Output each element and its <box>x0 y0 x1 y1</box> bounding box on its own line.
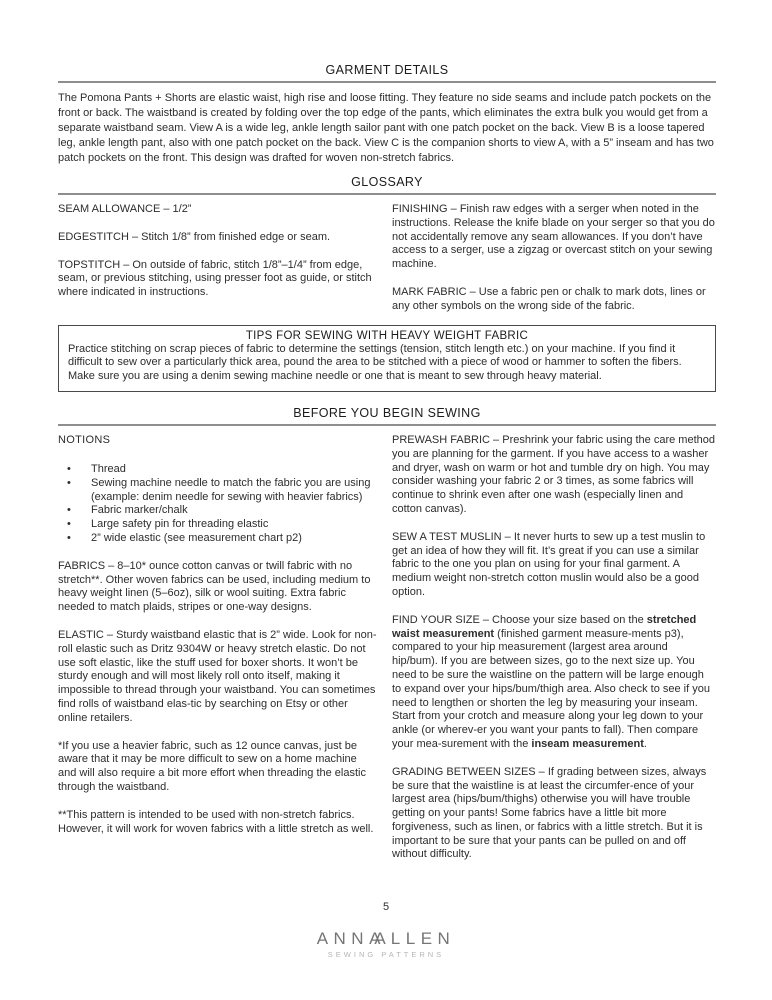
list-item: • Thread <box>58 463 378 477</box>
find-size-paragraph <box>392 614 716 752</box>
before-you-begin-columns <box>58 434 716 862</box>
section-glossary <box>58 175 716 314</box>
glossary-right-column <box>392 203 716 314</box>
logo-text-right: LLEN <box>390 929 456 948</box>
glossary-entry-finishing: FINISHING – Finish raw edges with a serger when noted in the instructions. Release the knife blade on your serger so that you do not accidentally remove any seam allowances. If you don’t have access to a serger, use a zigzag or overcast stitch on your sewing machine. <box>392 203 715 271</box>
non-stretch-note: **This pattern is intended to be used with non-stretch fabrics. However, it will work for woven fabrics with a little stretch as well. <box>58 808 374 835</box>
glossary-entry-edgestitch: EDGESTITCH – Stitch 1/8” from finished edge or seam. <box>58 230 331 243</box>
find-size-text-3: . <box>643 737 647 750</box>
notions-list <box>58 463 378 546</box>
test-muslin-paragraph: SEW A TEST MUSLIN – It never hurts to sew up a test muslin to get an idea of how they will fit. It’s great if you can use a similar fabric to the one you plan on using for your final garment. A medium weight non-stretch cotton muslin would also be a good option. <box>392 530 706 598</box>
divider <box>58 424 716 426</box>
page-content <box>58 63 716 862</box>
section-before-you-begin <box>58 406 716 862</box>
fabrics-paragraph: FABRICS – 8–10* ounce cotton canvas or twill fabric with no stretch**. Other woven fabrics can be used, including medium to heavy weight linen (5–6oz), silk or wool suiting. Extra fabric needed to match plaids, stripes or one-way designs. <box>58 559 371 614</box>
before-left-column <box>58 434 378 862</box>
prewash-paragraph: PREWASH FABRIC – Preshrink your fabric using the care method you are planning for the garment. If you have access to a washer and dryer, wash on warm or hot and tumble dry on high. You may consider washing your fabric 2 or 3 times, as some fabrics will continue to shrink even after one wash (especially linen and cotton canvas). <box>392 433 715 515</box>
find-size-text-2: (finished garment measure-ments p3), compared to your hip measurement (largest area around hip/bum). If you are between sizes, go to the next size up. You need to be sure the waistline on the pattern will be large enough to expand over your hips/bum/thigh area. Also check to see if you need to lengthen or shorten the leg by measuring your inseam. Start from your crotch and measure along your leg down to your ankle (or wherev-er you want your pants to fall). Then compare your mea-surement with the <box>392 627 710 750</box>
inseam-measurement-bold: inseam measurement <box>531 737 644 750</box>
page-number: 5 <box>382 901 390 913</box>
glossary-left-column <box>58 203 378 314</box>
glossary-title: GLOSSARY <box>351 175 423 189</box>
tips-box <box>58 325 716 392</box>
find-size-text-1: FIND YOUR SIZE – Choose your size based on the <box>392 613 647 626</box>
grading-paragraph: GRADING BETWEEN SIZES – If grading between sizes, always be sure that the waistline is at least the circumfer-ence of your largest area (hips/bum/thighs) otherwise you will have trouble getting on your pants! Some fabrics have a little bit more forgiveness, such as linen, or fabrics with a little stretch. But it is important to be sure that your pants can be pulled on and off without difficulty. <box>392 765 707 861</box>
heavier-fabric-note: *If you use a heavier fabric, such as 12 ounce canvas, just be aware that it may be more difficult to sew on a home machine and will also require a bit more effort when threading the elastic through the waistband. <box>58 739 366 793</box>
logo-text-left: ANN <box>316 929 370 948</box>
brand-logo <box>0 929 772 959</box>
glossary-entry-mark-fabric: MARK FABRIC – Use a fabric pen or chalk to mark dots, lines or any other symbols on the wrong side of the fabric. <box>392 285 706 312</box>
glossary-columns <box>58 203 716 314</box>
list-item: • Fabric marker/chalk <box>58 504 378 518</box>
logo-wordmark <box>0 929 772 949</box>
list-item: • 2” wide elastic (see measurement chart p2) <box>58 532 378 546</box>
divider <box>58 193 716 195</box>
stretched-waist-bold: stretched waist measurement <box>392 613 697 640</box>
tips-title: TIPS FOR SEWING WITH HEAVY WEIGHT FABRIC <box>245 329 529 342</box>
before-you-begin-title: BEFORE YOU BEGIN SEWING <box>293 405 481 420</box>
before-right-column <box>392 434 716 862</box>
elastic-paragraph: ELASTIC – Sturdy waistband elastic that is 2” wide. Look for non-roll elastic such as Dritz 9304W or heavy stretch elastic. Do not use soft elastic, like the stuff used for boxer shorts. It won’t be sturdy enough and will most likely roll onto itself, making it impossible to thread through your waistband. You can sometimes find rolls of waistband elas-tic by searching on Etsy or other online retailers. <box>58 628 377 724</box>
section-garment-details <box>58 63 716 166</box>
garment-details-body: The Pomona Pants + Shorts are elastic waist, high rise and loose fitting. They feature no side seams and include patch pockets on the front or back. The waistband is created by folding over the top edge of the pants, which eliminates the extra bulk you would get from a separate waistband seam. View A is a wide leg, ankle length sailor pant with one patch pocket on the back. View B is a loose tapered leg, ankle length pant, also with one patch pocket on the back. View C is the companion shorts to view A, with a 5” inseam and has two patch pockets on the front. This design was drafted for woven non-stretch fabrics. <box>58 92 714 164</box>
divider <box>58 81 716 83</box>
logo-subtitle: SEWING PATTERNS <box>327 950 445 959</box>
logo-aa-monogram: AA <box>369 929 380 948</box>
list-item: • Sewing machine needle to match the fabric you are using (example: denim needle for sewing with heavier fabrics) <box>58 477 378 505</box>
list-item: • Large safety pin for threading elastic <box>58 518 378 532</box>
glossary-entry-topstitch: TOPSTITCH – On outside of fabric, stitch 1/8”–1/4” from edge, seam, or previous stitching, using presser foot as guide, or stitch where indicated in instructions. <box>58 258 372 299</box>
glossary-entry-seam-allowance: SEAM ALLOWANCE – 1/2” <box>58 203 192 215</box>
notions-heading: NOTIONS <box>58 433 111 446</box>
tips-body: Practice stitching on scrap pieces of fabric to determine the settings (tension, stitch length etc.) on your machine. If you find it difficult to sew over a particularly thick area, pound the area to be stitched with a piece of wood or hammer to soften the fibers. Make sure you are using a denim sewing machine needle or one that is meant to sew through heavy material. <box>68 342 682 383</box>
garment-details-title: GARMENT DETAILS <box>325 63 449 77</box>
